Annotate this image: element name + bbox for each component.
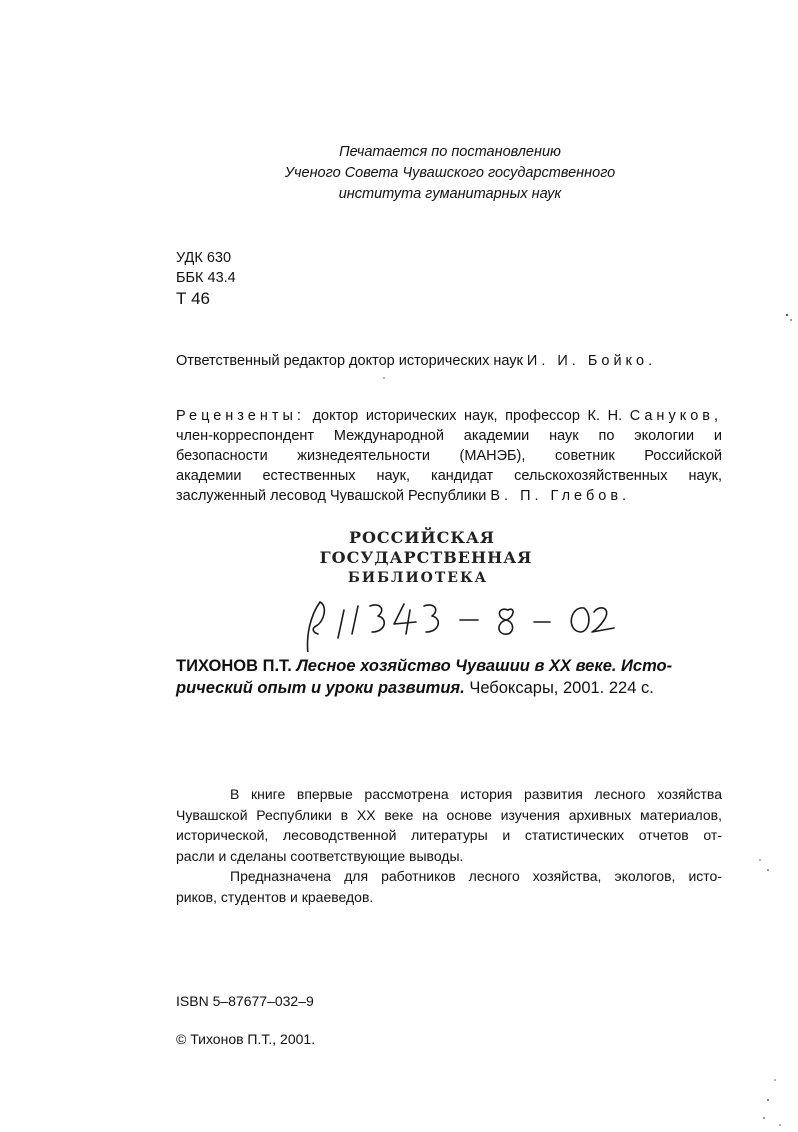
publication-imprint: Чебоксары, 2001. 224 с. [464, 679, 654, 697]
stamp-line: БИБЛИОТЕКА [347, 570, 489, 586]
imprint-note [200, 142, 700, 205]
title-line [176, 677, 722, 699]
responsible-editor [176, 351, 656, 371]
stamp-line: ГОСУДАРСТВЕННАЯ [319, 548, 533, 567]
title-line [176, 655, 722, 677]
abstract-line: В книге впервые рассмотрена история развития лесного хозяйства [230, 786, 722, 802]
reviewers-line: Рецензенты: доктор исторических наук, профессор К. Н. Сануков, [176, 408, 722, 424]
reviewers-block [176, 406, 722, 506]
abstract-line: Чувашской Республики в XX веке на основе изучения архивных материалов, [176, 806, 722, 823]
imprint-line: института гуманитарных наук [338, 186, 562, 202]
author-mark: Т 46 [176, 289, 211, 308]
reviewers-line: заслуженный лесовод Чувашской Республики В. П. Глебов. [176, 488, 631, 504]
classification-codes [176, 248, 236, 310]
book-title-cont: рический опыт и уроки развития. [176, 679, 465, 697]
udk-code: УДК 630 [176, 250, 232, 266]
library-stamp [300, 528, 560, 588]
editor-prefix: Ответственный редактор доктор исторических наук [176, 353, 527, 369]
author-name: ТИХОНОВ П.Т. [176, 657, 292, 675]
reviewers-line: академии естественных наук, кандидат сельскохозяйственных наук, [176, 468, 722, 484]
bibliographic-entry [176, 655, 722, 699]
reviewers-line: безопасности жизнедеятельности (МАНЭБ), советник Российской [176, 448, 722, 464]
bbk-code: ББК 43.4 [176, 270, 236, 286]
abstract [176, 784, 722, 907]
book-title: Лесное хозяйство Чувашии в XX веке. Исто- [291, 657, 673, 675]
reviewer-name: Сануков, [629, 408, 722, 424]
abstract-line: Предназначена для работников лесного хозяйства, экологов, исто- [230, 868, 722, 884]
stamp-line: РОССИЙСКАЯ [348, 528, 496, 547]
abstract-line: исторической, лесоводственной литературы и статистических отчетов от- [176, 827, 722, 843]
abstract-line: расли и сделаны соответствующие выводы. [176, 847, 464, 864]
reviewers-label: Рецензенты: [176, 408, 305, 424]
handwritten-inventory-number [300, 592, 640, 652]
isbn: ISBN 5–87677–032–9 [176, 993, 314, 1009]
abstract-line: риков, студентов и краеведов. [176, 888, 374, 905]
reviewer-name: В. П. Глебов. [490, 488, 631, 504]
imprint-line: Ученого Совета Чувашского государственного [284, 165, 616, 181]
imprint-line: Печатается по постановлению [339, 144, 561, 160]
copyright: © Тихонов П.Т., 2001. [176, 1031, 316, 1047]
reviewers-line: член-корреспондент Международной академии наук по экологии и [176, 428, 722, 444]
editor-name: И. И. Бойко. [526, 353, 657, 369]
